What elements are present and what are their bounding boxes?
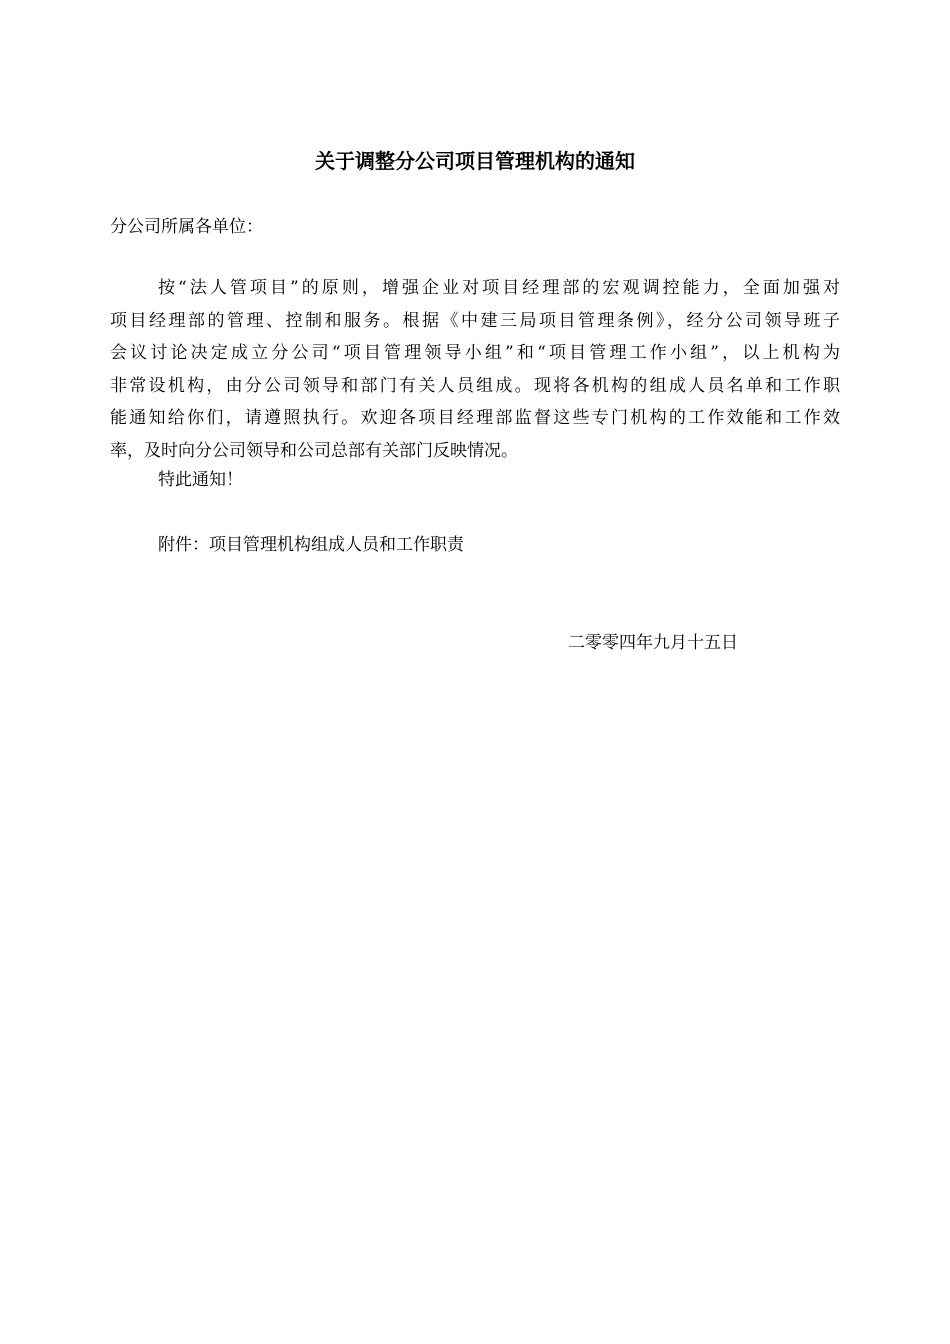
salutation: 分公司所属各单位： (110, 217, 263, 237)
document-date: 二零零四年九月十五日 (568, 633, 738, 653)
body-line: 率，及时向分公司领导和公司总部有关部门反映情况。 (110, 440, 518, 461)
body-line: 非常设机构，由分公司领导和部门有关人员组成。现将各机构的组成人员名单和工作职 (110, 375, 840, 396)
attachment-line: 附件：项目管理机构组成人员和工作职责 (158, 535, 464, 555)
closing-notice: 特此通知！ (158, 470, 243, 490)
body-line: 项目经理部的管理、控制和服务。根据《中建三局项目管理条例》，经分公司领导班子 (110, 310, 840, 331)
body-line: 按“法人管项目”的原则，增强企业对项目经理部的宏观调控能力，全面加强对 (158, 278, 840, 298)
body-paragraph (110, 272, 840, 467)
body-line: 会议讨论决定成立分公司“项目管理领导小组”和“项目管理工作小组”，以上机构为 (110, 343, 840, 363)
body-line: 能通知给你们，请遵照执行。欢迎各项目经理部监督这些专门机构的工作效能和工作效 (110, 408, 840, 428)
document-title: 关于调整分公司项目管理机构的通知 (315, 149, 635, 173)
